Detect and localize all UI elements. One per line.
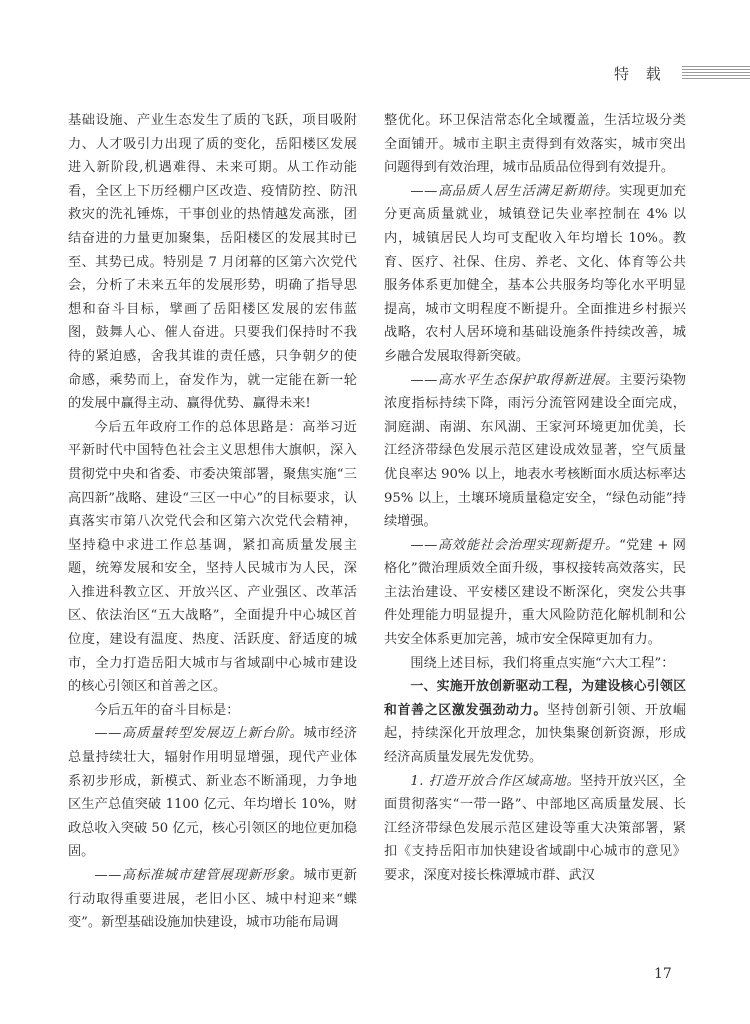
paragraph-text: “党建 + 网格化”微治理质效全面升级，事权接转高效落实，民主法治建设、平安楼区建设不断深化，突发公共事件处理能力明显提升，重大风险防范化解机制和公共安全体系更加完善，城市安全保障更加有力。 [384, 537, 686, 648]
paragraph-text: 坚持创新引领、开放崛起，持续深化开放理念，加快集聚创新资源，形成经济高质量发展先发优势。 [384, 702, 687, 766]
left-column [68, 109, 357, 935]
paragraph [384, 534, 686, 652]
subheading: ——高标准城市建管展现新形象。 [94, 868, 304, 883]
paragraph [68, 722, 357, 864]
paragraph-text: 今后五年的奋斗目标是： [94, 702, 240, 718]
paragraph [68, 864, 357, 935]
subheading: ——高效能社会治理实现新提升。 [410, 537, 620, 553]
paragraph-text: 今后五年政府工作的总体思路是：高举习近平新时代中国特色社会主义思想伟大旗帜，深入贯彻党中央和省委、市委决策部署，聚焦实施“三高四新”战略、建设“三区一中心”的目标要求，认真落实市第八次党代会和区第六次党代会精神，坚持稳中求进工作总基调，紧扣高质量发展主题，统筹发展和安全，坚持人民城市为人民，深入推进科教立区、开放兴区、产业强区、改革活区、依法治区“五大战略”，全面提升中心城区首位度，建设有温度、热度、活跃度、舒适度的城市，全力打造岳阳大城市与省域副中心城市建设的核心引领区和首善之区。 [68, 419, 357, 695]
header-section-label: 特 载 [614, 65, 667, 83]
right-column [384, 109, 686, 888]
paragraph [68, 699, 357, 723]
paragraph [384, 180, 686, 369]
paragraph [384, 675, 686, 769]
paragraph-text: 实现更加充分更高质量就业，城镇登记失业率控制在 4% 以内，城镇居民人均可支配收入年均增长 10%。教育、医疗、社保、住房、养老、文化、体育等公共服务体系更加健全，基本公共服务均等化水平明显提高，城市文明程度不断提升。全面推进乡村振兴战略，农村人居环境和基础设施条件持续改善，城乡融合发展取得新突破。 [384, 183, 686, 364]
paragraph [384, 109, 686, 180]
paragraph [68, 109, 357, 416]
header-decoration [682, 66, 750, 82]
paragraph-text: 基础设施、产业生态发生了质的飞跃，项目吸附力、人才吸引力出现了质的变化，岳阳楼区发展进入新阶段,机遇难得、未来可期。从工作动能看，全区上下历经棚户区改造、疫情防控、防汛救灾的洗礼锤炼，干事创业的热情越发高涨，团结奋进的力量更加聚集，岳阳楼区的发展其时已至、其势已成。特别是 7 月闭幕的区第六次党代会，分析了未来五年的发展形势，明确了指导思想和奋斗目标，擘画了岳阳楼区发展的宏伟蓝图，鼓舞人心、催人奋进。只要我们保持时不我待的紧迫感，舍我其谁的责任感，只争朝夕的使命感，乘势而上，奋发作为，就一定能在新一轮的发展中赢得主动、赢得优势、赢得未来! [68, 113, 357, 412]
paragraph-text: 城市更新行动取得重要进展，老旧小区、城中村迎来“蝶变”。新型基础设施加快建设，城市功能布局调 [68, 868, 358, 931]
paragraph [384, 770, 686, 888]
paragraph-text: 围绕上述目标，我们将重点实施“六大工程”： [410, 655, 675, 671]
paragraph-text: 主要污染物浓度指标持续下降，雨污分流管网建设全面完成，洞庭湖、南湖、东风湖、王家河环境更加优美，长江经济带绿色发展示范区建设成效显著，空气质量优良率达 90% 以上，地表水考核断面水质达标率达 95% 以上，土壤环境质量稳定安全，“绿色动能”持续增强。 [384, 372, 686, 530]
subheading: ——高品质人居生活满足新期待。 [410, 183, 620, 199]
subheading: ——高水平生态保护取得新进展。 [410, 372, 620, 388]
paragraph [68, 416, 357, 699]
paragraph-text: 整优化。环卫保洁常态化全域覆盖，生活垃圾分类全面铺开。城市主职主责得到有效落实，城市突出问题得到有效治理，城市品质品位得到有效提升。 [384, 113, 686, 176]
subheading: ——高质量转型发展迈上新台阶。 [94, 726, 304, 742]
paragraph [384, 652, 686, 676]
paragraph [384, 369, 686, 534]
section-heading: 一、实施开放创新驱动工程，为建设核心引领区和首善之区激发强劲动力。 [384, 679, 686, 718]
paragraph-text: 城市经济总量持续壮大，辐射作用明显增强，现代产业体系初步形成，新模式、新业态不断涌现，力争地区生产总值突破 1100 亿元、年均增长 10%，财政总收入突破 50 亿元，核心引领区的地位更加稳固。 [68, 726, 358, 860]
page-number: 17 [654, 966, 672, 982]
paragraph-text: 坚持开放兴区，全面贯彻落实“一带一路”、中部地区高质量发展、长江经济带绿色发展示范区建设等重大决策部署，紧扣《支持岳阳市加快建设省域副中心城市的意见》要求，深度对接长株潭城市群、武汉 [384, 773, 686, 883]
subheading: 1. 打造开放合作区域高地。 [410, 773, 581, 789]
